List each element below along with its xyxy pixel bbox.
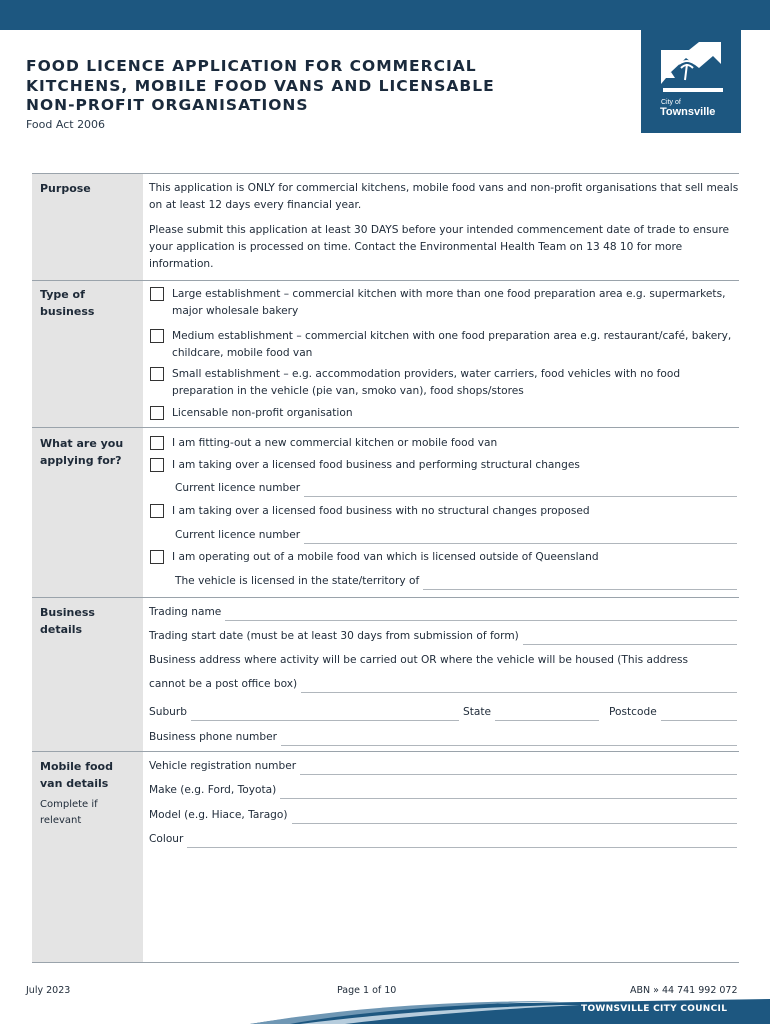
title-line: KITCHENS, MOBILE FOOD VANS AND LICENSABLE [26, 76, 495, 95]
postcode-input[interactable] [661, 708, 737, 721]
divider [32, 597, 739, 598]
townsville-logo [641, 28, 741, 133]
divider [32, 962, 739, 963]
field-label: The vehicle is licensed in the state/territory of [175, 575, 420, 587]
make-field[interactable] [149, 782, 737, 799]
checkbox[interactable] [150, 367, 164, 381]
field-label: cannot be a post office box) [149, 678, 298, 690]
checkbox-label: I am operating out of a mobile food van which is licensed outside of Queensland [172, 551, 599, 563]
footer-page: Page 1 of 10 [337, 985, 397, 996]
logo-city-of: City of [661, 99, 681, 106]
input-line[interactable] [225, 608, 737, 621]
purpose-text: Please submit this application at least 30 DAYS before your intended commencement date of trade to ensure your application is processed on time. Contact the Environmental Health Team on 13 48 10 for more information. [149, 224, 729, 270]
field-label: Business phone number [149, 731, 277, 743]
checkbox-option[interactable] [150, 328, 745, 362]
rego-field[interactable] [149, 758, 737, 775]
applying-for-label: What are you applying for? [40, 437, 124, 467]
field-label: Make (e.g. Ford, Toyota) [149, 784, 277, 796]
mobile-van-note: Complete if relevant [40, 799, 98, 826]
checkbox-option[interactable] [150, 286, 745, 320]
input-line[interactable] [423, 577, 737, 590]
checkbox-option[interactable] [150, 366, 745, 400]
checkbox-option[interactable] [150, 457, 745, 474]
field-label: Suburb [149, 706, 187, 718]
checkbox[interactable] [150, 329, 164, 343]
suburb-state-postcode-row [149, 704, 737, 721]
input-line[interactable] [523, 632, 737, 645]
checkbox[interactable] [150, 504, 164, 518]
input-line[interactable] [300, 762, 737, 775]
suburb-input[interactable] [191, 708, 459, 721]
input-line[interactable] [280, 786, 737, 799]
input-line[interactable] [304, 531, 737, 544]
business-details-label: Business details [40, 606, 95, 636]
divider [32, 751, 739, 752]
checkbox-label: Small establishment – e.g. accommodation providers, water carriers, food vehicles with no food preparation in the vehicle (pie van, smoko van), food shops/stores [172, 368, 681, 397]
logo-town: Townsville [660, 106, 716, 118]
divider [32, 280, 739, 281]
checkbox-label: Medium establishment – commercial kitchen with one food preparation area e.g. restaurant/café, bakery, childcare, mobile food van [172, 330, 732, 359]
field-label: Model (e.g. Hiace, Tarago) [149, 809, 288, 821]
current-licence-field[interactable] [175, 527, 737, 544]
checkbox-label: Large establishment – commercial kitchen with more than one food preparation area e.g. supermarkets, major wholesale bakery [172, 288, 726, 317]
field-label: Postcode [609, 706, 657, 718]
purpose-text: This application is ONLY for commercial kitchens, mobile food vans and non-profit organisations that sell meals on at least 12 days every financial year. [149, 182, 739, 211]
address-label: Business address where activity will be carried out OR where the vehicle will be housed (This address [149, 654, 689, 666]
current-licence-field[interactable] [175, 480, 737, 497]
trading-name-field[interactable] [149, 604, 737, 621]
title-line: NON-PROFIT ORGANISATIONS [26, 96, 309, 114]
input-line[interactable] [292, 811, 737, 824]
page-subtitle: Food Act 2006 [26, 118, 106, 131]
divider [32, 427, 739, 428]
trading-start-field[interactable] [149, 628, 737, 645]
checkbox-label: I am taking over a licensed food business and performing structural changes [172, 459, 580, 471]
page-title [26, 57, 586, 116]
input-line[interactable] [281, 733, 737, 746]
state-input[interactable] [495, 708, 599, 721]
footer-date: July 2023 [26, 985, 71, 996]
checkbox-label: Licensable non-profit organisation [172, 407, 353, 419]
checkbox[interactable] [150, 406, 164, 420]
field-label: Trading start date (must be at least 30 days from submission of form) [149, 630, 519, 642]
field-label: Current licence number [175, 482, 301, 494]
field-label: Colour [149, 833, 184, 845]
title-line: FOOD LICENCE APPLICATION FOR COMMERCIAL [26, 57, 477, 75]
checkbox-option[interactable] [150, 549, 745, 566]
mobile-van-label: Mobile food van details [40, 760, 113, 790]
checkbox-option[interactable] [150, 435, 745, 452]
input-line[interactable] [301, 680, 737, 693]
checkbox[interactable] [150, 287, 164, 301]
footer-abn: ABN » 44 741 992 072 [630, 985, 738, 996]
checkbox[interactable] [150, 436, 164, 450]
checkbox-option[interactable] [150, 405, 745, 422]
field-label: Vehicle registration number [149, 760, 297, 772]
field-label: Trading name [149, 606, 222, 618]
purpose-label: Purpose [40, 182, 91, 195]
header-bar [0, 0, 770, 30]
model-field[interactable] [149, 807, 737, 824]
divider [32, 173, 739, 174]
checkbox-option[interactable] [150, 503, 745, 520]
field-label: State [462, 706, 492, 718]
checkbox-label: I am taking over a licensed food business with no structural changes proposed [172, 505, 590, 517]
checkbox[interactable] [150, 458, 164, 472]
phone-field[interactable] [149, 729, 737, 746]
checkbox[interactable] [150, 550, 164, 564]
address-field[interactable] [149, 676, 737, 693]
field-label: Current licence number [175, 529, 301, 541]
input-line[interactable] [304, 484, 737, 497]
input-line[interactable] [187, 835, 737, 848]
vehicle-state-field[interactable] [175, 573, 737, 590]
footer-council-name: TOWNSVILLE CITY COUNCIL [581, 1004, 728, 1014]
colour-field[interactable] [149, 831, 737, 848]
checkbox-label: I am fitting-out a new commercial kitchen or mobile food van [172, 437, 498, 449]
business-type-label: Type of business [40, 288, 95, 318]
